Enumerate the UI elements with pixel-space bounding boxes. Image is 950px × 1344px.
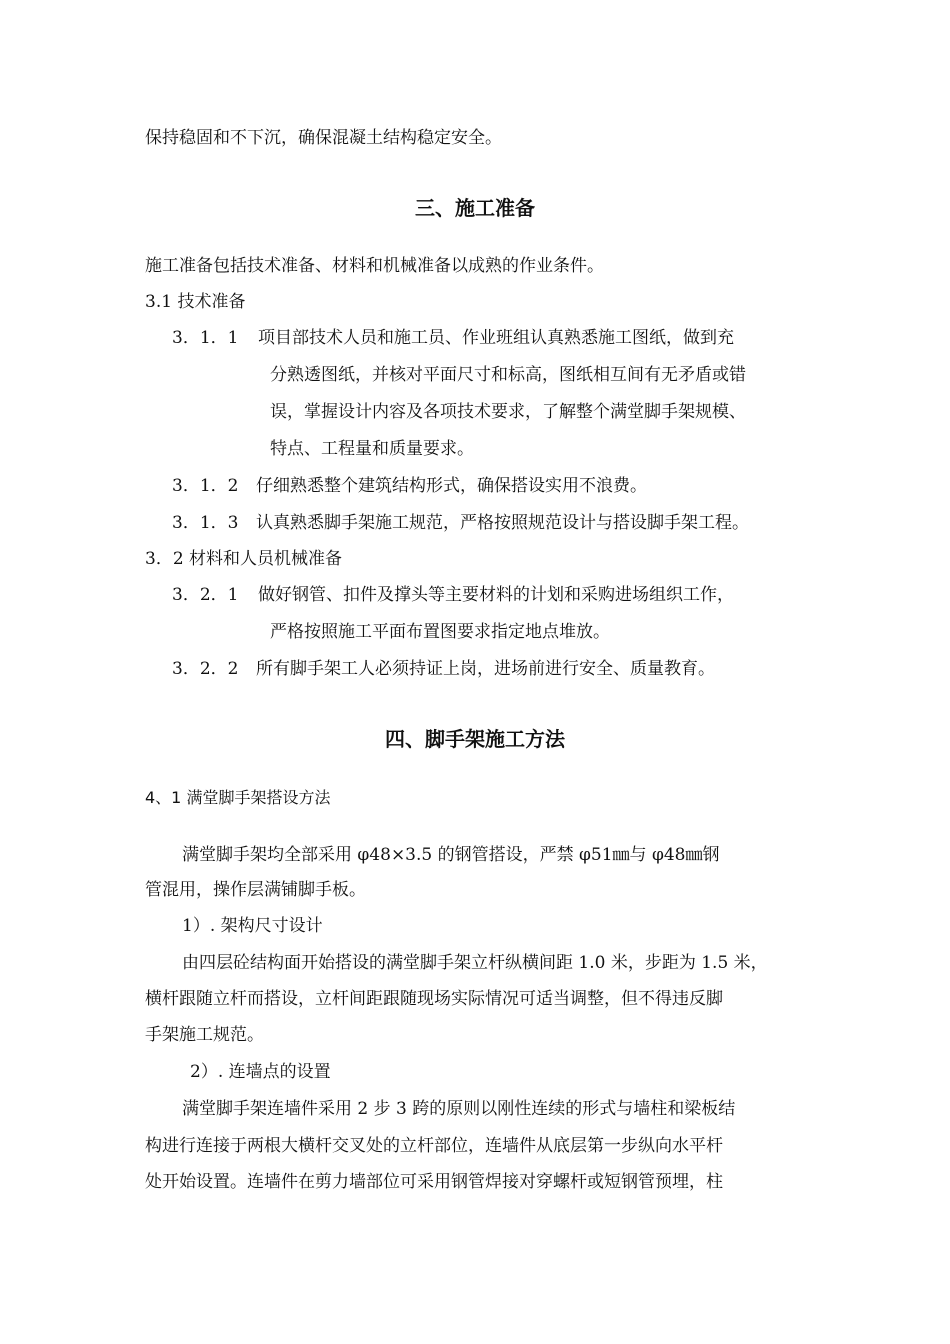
item-3-1-1-line: 项目部技术人员和施工员、作业班组认真熟悉施工图纸，做到充 <box>258 328 734 348</box>
paragraph-line: 处开始设置。连墙件在剪力墙部位可采用钢管焊接对穿螺杆或短钢管预埋，柱 <box>145 1172 723 1192</box>
sub-heading-wall-ties: 2）. 连墙点的设置 <box>190 1062 331 1082</box>
paragraph-line: 满堂脚手架连墙件采用 2 步 3 跨的原则以刚性连续的形式与墙柱和梁板结 <box>182 1099 736 1119</box>
paragraph-line: 满堂脚手架均全部采用 φ48×3.5 的钢管搭设，严禁 φ51㎜与 φ48㎜钢 <box>182 845 720 865</box>
item-3-1-1-line: 分熟透图纸，并核对平面尺寸和标高，图纸相互间有无矛盾或错 <box>270 365 746 385</box>
section-3-title: 三、施工准备 <box>415 196 535 220</box>
section-4-title: 四、脚手架施工方法 <box>385 727 565 751</box>
paragraph-line: 构进行连接于两根大横杆交叉处的立杆部位，连墙件从底层第一步纵向水平杆 <box>145 1136 723 1156</box>
item-3-2-1-line: 做好钢管、扣件及撑头等主要材料的计划和采购进场组织工作， <box>258 585 734 605</box>
item-3-1-2-number: 3．1．2 <box>172 476 239 496</box>
subsection-3-2-heading: 3．2 材料和人员机械准备 <box>145 549 343 569</box>
item-3-1-1-line: 特点、工程量和质量要求。 <box>270 439 474 459</box>
paragraph-line: 横杆跟随立杆而搭设，立杆间距跟随现场实际情况可适当调整，但不得违反脚 <box>145 989 723 1009</box>
item-3-1-3-number: 3．1．3 <box>172 513 239 533</box>
paragraph-line: 管混用，操作层满铺脚手板。 <box>145 880 366 900</box>
item-3-1-3-text: 认真熟悉脚手架施工规范，严格按照规范设计与搭设脚手架工程。 <box>256 513 749 533</box>
section-3-intro: 施工准备包括技术准备、材料和机械准备以成熟的作业条件。 <box>145 256 604 276</box>
paragraph-line: 手架施工规范。 <box>145 1025 264 1045</box>
item-3-2-1-number: 3．2．1 <box>172 585 239 605</box>
paragraph-line: 由四层砼结构面开始搭设的满堂脚手架立杆纵横间距 1.0 米，步距为 1.5 米， <box>182 953 768 973</box>
subsection-3-1-heading: 3.1 技术准备 <box>145 292 246 312</box>
sub-heading-frame-size: 1）. 架构尺寸设计 <box>182 916 323 936</box>
subsection-4-1-heading: 4、1 满堂脚手架搭设方法 <box>145 788 331 807</box>
item-3-1-1-line: 误，掌握设计内容及各项技术要求，了解整个满堂脚手架规模、 <box>270 402 746 422</box>
item-3-1-2-text: 仔细熟悉整个建筑结构形式，确保搭设实用不浪费。 <box>256 476 647 496</box>
item-3-1-1-number: 3．1．1 <box>172 328 239 348</box>
paragraph-continuation: 保持稳固和不下沉，确保混凝土结构稳定安全。 <box>145 128 502 148</box>
item-3-2-2-number: 3．2．2 <box>172 659 239 679</box>
item-3-2-2-text: 所有脚手架工人必须持证上岗，进场前进行安全、质量教育。 <box>256 659 715 679</box>
item-3-2-1-line: 严格按照施工平面布置图要求指定地点堆放。 <box>270 622 610 642</box>
